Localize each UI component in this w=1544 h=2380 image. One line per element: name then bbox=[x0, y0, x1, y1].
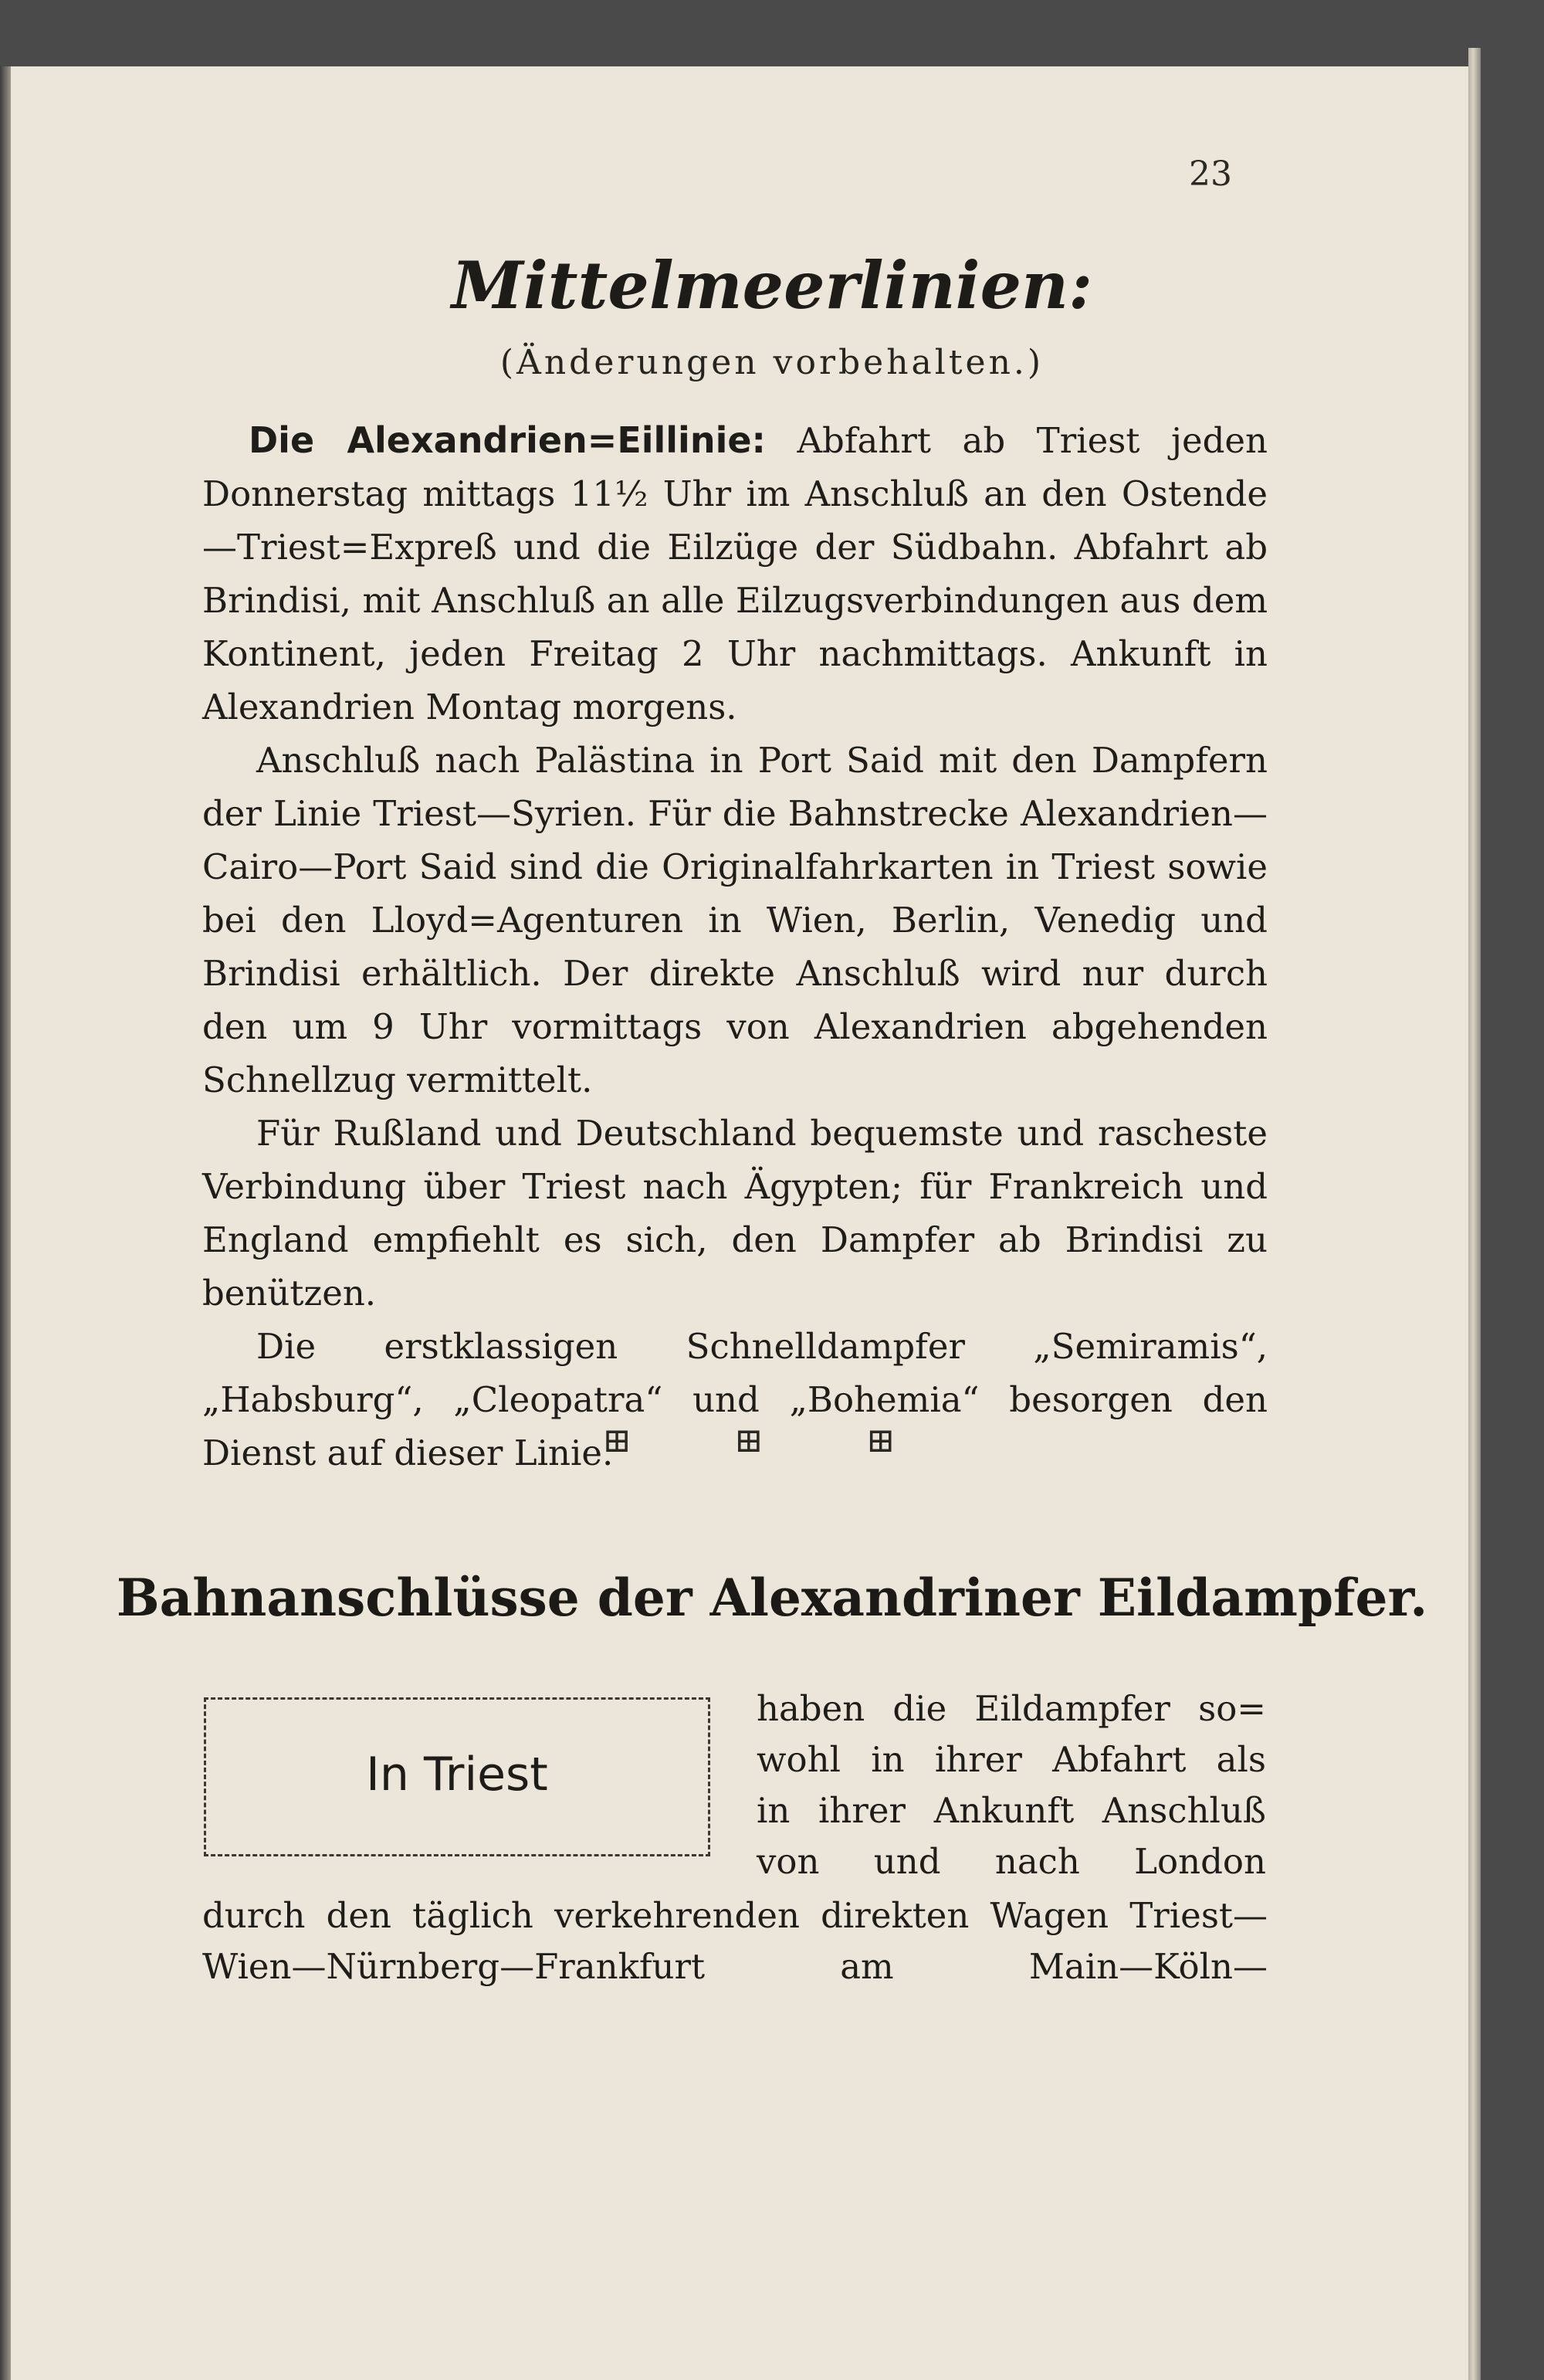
continued-text bbox=[202, 1890, 1268, 1992]
side-line: in ihrer Ankunft Anschluß bbox=[757, 1790, 1266, 1831]
framed-label-box bbox=[204, 1697, 710, 1856]
side-text bbox=[757, 1683, 1266, 1887]
page-left-edge bbox=[0, 66, 11, 2380]
paragraph-1-text: Abfahrt ab Triest jeden Donnerstag mittags 11½ Uhr im Anschluß an den Ostende—Triest=Expreß und die Eilzüge der Südbahn. Abfahrt ab Brindisi, mit Anschluß an alle Eilzugsverbindungen aus dem Kontinent, jeden Freitag 2 Uhr nachmittags. Ankunft in Alexandrien Montag morgens. bbox=[202, 420, 1268, 727]
page-subtitle: (Änderungen vorbehalten.) bbox=[499, 343, 1045, 382]
side-line: von und nach London bbox=[757, 1841, 1266, 1882]
page-number: 23 bbox=[1189, 154, 1232, 194]
framed-label: In Triest bbox=[366, 1748, 548, 1802]
continued-line: durch den täglich verkehrenden direkten Wagen Triest— bbox=[202, 1895, 1268, 1936]
paragraph-2: Anschluß nach Palästina in Port Said mit den Dampfern der Linie Triest—Syrien. Für die Bahnstrecke Alexandrien—Cairo—Port Said sind die Originalfahrkarten in Triest sowie bei den Lloyd=Agenturen in Wien, Berlin, Venedig und Brindisi erhältlich. Der direkte Anschluß wird nur durch den um 9 Uhr vormittags von Alexandrien abgehenden Schnellzug vermittelt. bbox=[202, 740, 1268, 1100]
page-right-edge bbox=[1468, 48, 1481, 2380]
section-heading: Bahnanschlüsse der Alexandriner Eildampfer. bbox=[116, 1568, 1428, 1628]
section-alexandria-line bbox=[202, 414, 1268, 1480]
section-divider-ornaments: ⊞ ⊞ ⊞ bbox=[602, 1421, 942, 1460]
paragraph-4: Die erstklassigen Schnelldampfer „Semiramis“, „Habsburg“, „Cleopatra“ und „Bohemia“ besorgen den Dienst auf dieser Linie. bbox=[202, 1326, 1268, 1473]
paragraph-1 bbox=[202, 414, 1268, 734]
side-line: haben die Eildampfer so= bbox=[757, 1688, 1266, 1729]
page-title: Mittelmeerlinien: bbox=[451, 247, 1093, 324]
section-lead: Die Alexandrien=Eillinie: bbox=[249, 419, 766, 461]
paragraph-3: Für Rußland und Deutschland bequemste und rascheste Verbindung über Triest nach Ägypten; für Frankreich und England empfiehlt es sich, den Dampfer ab Brindisi zu benützen. bbox=[202, 1113, 1268, 1314]
continued-line: Wien—Nürnberg—Frankfurt am Main—Köln— bbox=[202, 1946, 1268, 1987]
side-line: wohl in ihrer Abfahrt als bbox=[757, 1739, 1266, 1780]
